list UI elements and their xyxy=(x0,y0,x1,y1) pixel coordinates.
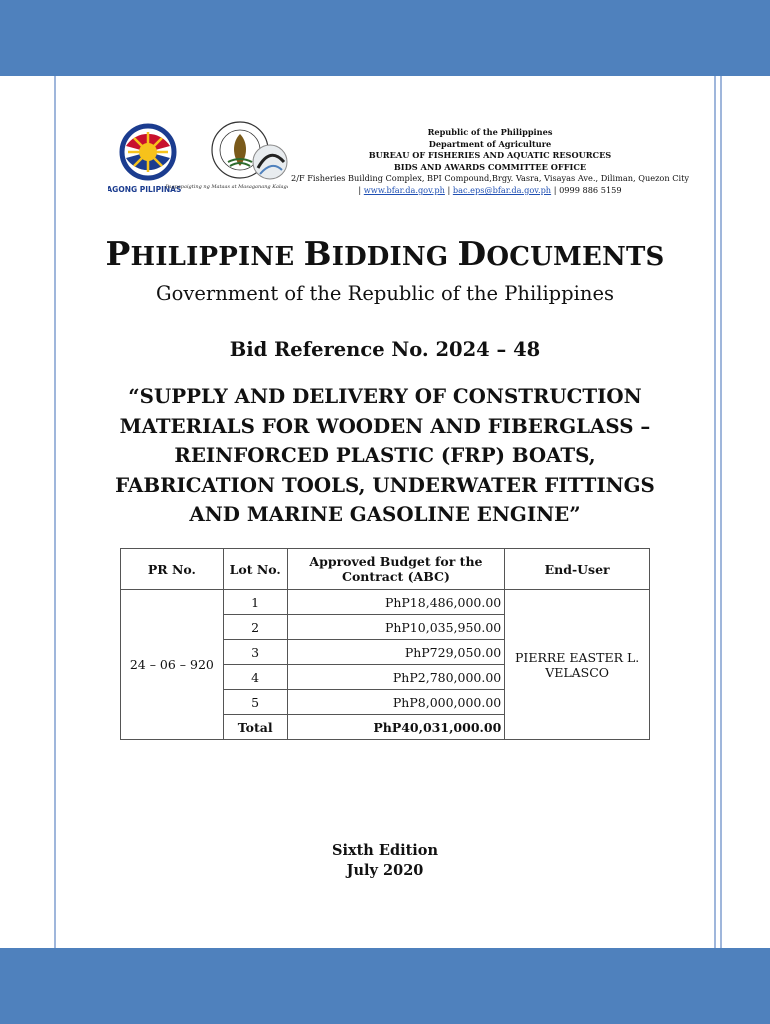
email-link[interactable]: bac.eps@bfar.da.gov.ph xyxy=(452,184,552,195)
header-end-user: End-User xyxy=(505,549,650,590)
abc-cell: PhP8,000,000.00 xyxy=(287,690,505,715)
total-value: PhP40,031,000.00 xyxy=(287,715,505,740)
document-title xyxy=(60,234,710,273)
top-color-band xyxy=(0,0,770,76)
title-initial-d: D xyxy=(457,234,487,273)
header-lot-no: Lot No. xyxy=(223,549,287,590)
bagong-pilipinas-logo xyxy=(108,112,288,204)
lot-cell: 2 xyxy=(223,615,287,640)
title-initial-p: P xyxy=(105,234,131,273)
edition-block xyxy=(285,841,485,880)
letterhead-bureau: BUREAU OF FISHERIES AND AQUATIC RESOURCES xyxy=(368,150,612,161)
title-word-bidding: IDDING xyxy=(331,242,458,272)
pr-number-cell: 24 – 06 – 920 xyxy=(121,590,224,740)
right-border-rule-inner xyxy=(714,76,716,948)
abc-cell: PhP729,050.00 xyxy=(287,640,505,665)
lot-cell: 4 xyxy=(223,665,287,690)
website-link[interactable]: www.bfar.da.gov.ph xyxy=(363,184,445,195)
title-initial-b: B xyxy=(303,234,332,273)
title-word-philippine: HILIPPINE xyxy=(130,242,304,272)
project-title: “SUPPLY AND DELIVERY OF CONSTRUCTION MATERIALS FOR WOODEN AND FIBERGLASS – REINFORCED PLASTIC (FRP) BOATS, FABRICATION TOOLS, UNDERWATER FITTINGS AND MARINE GASOLINE ENGINE” xyxy=(115,384,655,526)
title-word-documents: OCUMENTS xyxy=(486,242,665,272)
left-border-rule xyxy=(54,76,56,948)
right-border-rule-outer xyxy=(720,76,722,948)
edition-date: July 2020 xyxy=(346,861,424,879)
table-header-row xyxy=(121,549,650,590)
agency-logos xyxy=(108,112,288,204)
bagong-pilipinas-text: BAGONG PILIPINAS xyxy=(108,185,182,194)
edition-label: Sixth Edition xyxy=(331,842,439,859)
letterhead-office: BIDS AND AWARDS COMMITTEE OFFICE xyxy=(393,161,587,172)
abc-table xyxy=(120,548,650,740)
letterhead-address: 2/F Fisheries Building Complex, BPI Compound,Brgy. Vasra, Visayas Ave., Diliman, Quezon City xyxy=(290,173,689,184)
phone-number: 0999 886 5159 xyxy=(559,184,622,195)
bottom-color-band xyxy=(0,948,770,1024)
abc-cell: PhP10,035,950.00 xyxy=(287,615,505,640)
bid-reference: Bid Reference No. 2024 – 48 xyxy=(229,338,541,361)
abc-cell: PhP18,486,000.00 xyxy=(287,590,505,615)
lot-cell: 3 xyxy=(223,640,287,665)
document-subtitle: Government of the Republic of the Philippines xyxy=(156,282,614,305)
lot-cell: 5 xyxy=(223,690,287,715)
letterhead-department: Department of Agriculture xyxy=(428,138,552,149)
letterhead-republic: Republic of the Philippines xyxy=(427,127,553,137)
da-motto xyxy=(164,184,288,190)
letterhead xyxy=(280,127,700,197)
header-abc: Approved Budget for the Contract (ABC) xyxy=(287,549,505,590)
table-row xyxy=(121,590,650,615)
end-user-cell: PIERRE EASTER L. VELASCO xyxy=(505,590,650,740)
total-label: Total xyxy=(223,715,287,740)
letterhead-contacts: | www.bfar.da.gov.ph | bac.eps@bfar.da.gov.ph | 0999 886 5159 xyxy=(358,184,622,195)
abc-cell: PhP2,780,000.00 xyxy=(287,665,505,690)
da-motto-text: Pagpapaigting ng Mataas at Masaganang Kalagayan xyxy=(165,184,288,190)
lot-cell: 1 xyxy=(223,590,287,615)
header-pr-no: PR No. xyxy=(121,549,224,590)
